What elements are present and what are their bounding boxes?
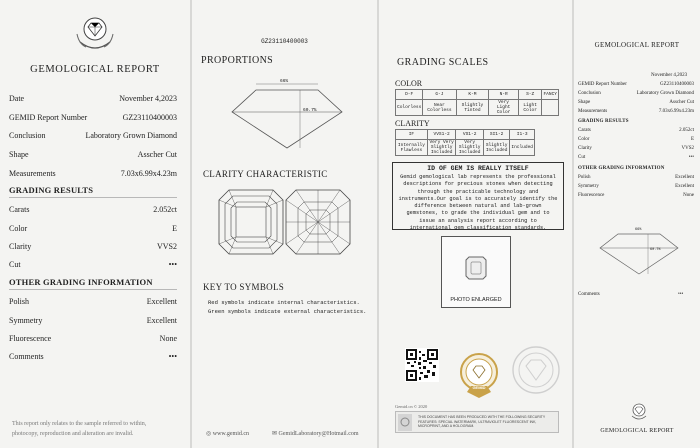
summary-carats-label: Carats: [578, 128, 591, 133]
mission-statement-title: ID OF GEM IS REALLY ITSELF: [427, 165, 529, 172]
summary-polish-row: [578, 175, 694, 184]
fluorescence-label: Fluorescence: [9, 334, 52, 343]
summary-date: November 4,2023: [651, 73, 688, 78]
clarity-row: [9, 242, 177, 256]
clarity-grade: SI1-2: [483, 130, 509, 140]
date-row: [9, 94, 177, 108]
summary-logo-icon: [630, 402, 648, 422]
key-to-symbols-heading: KEY TO SYMBOLS: [203, 282, 285, 292]
divider: [9, 197, 177, 198]
color-desc: Near Colorless: [423, 100, 456, 116]
color-grade: N-R: [489, 90, 518, 100]
fluorescence-value: None: [159, 334, 177, 343]
globe-icon: ◎: [206, 431, 213, 437]
color-desc: Light Color: [518, 100, 542, 116]
disclaimer-line-2: photocopy, reproduction and alteration are invalid.: [12, 431, 134, 437]
conclusion-value: Laboratory Grown Diamond: [85, 131, 177, 140]
qr-code-icon[interactable]: [405, 348, 439, 382]
measurements-row: [9, 169, 177, 183]
summary-cut-value: •••: [688, 155, 694, 160]
clarity-desc: Very Slightly Included: [456, 140, 484, 156]
comments-value: •••: [168, 352, 177, 361]
date-label: Date: [9, 94, 25, 103]
summary-table-percentage: 66%: [635, 228, 642, 232]
summary-depth-percentage: 60.7%: [650, 248, 661, 252]
summary-polish-value: Excellent: [675, 175, 694, 180]
summary-color-row: [578, 137, 694, 146]
website-text: www.gemid.cn: [212, 431, 250, 437]
summary-fluorescence-row: [578, 193, 694, 202]
clarity-scale-table: [395, 129, 535, 156]
clarity-value: VVS2: [156, 242, 177, 251]
polish-row: [9, 297, 177, 311]
table-percentage: 66%: [280, 79, 289, 84]
proportions-heading: PROPORTIONS: [201, 55, 274, 66]
cut-row: [9, 260, 177, 274]
summary-conclusion-label: Conclusion: [578, 91, 601, 96]
shape-label: Shape: [9, 150, 29, 159]
mission-statement-box: [392, 162, 564, 230]
summary-symmetry-row: [578, 184, 694, 193]
report-number-header: GZ23110400003: [261, 38, 308, 45]
report-number-label: GEMID Report Number: [9, 113, 88, 122]
color-label: Color: [9, 224, 28, 233]
grading-results-heading: GRADING RESULTS: [9, 185, 94, 195]
mission-statement-text: Gemid gemological lab represents the professional descriptions for precious stones when detecting through the practicable technology and instruments.Our goal is to accurately identify the difference between natural and lab-grown gemstones, to grade the individual gem and to issue an analysis report according to international gem classification standards.: [398, 174, 558, 232]
summary-symmetry-value: Excellent: [675, 184, 694, 189]
measurements-label: Measurements: [9, 169, 56, 178]
color-desc: [542, 100, 559, 116]
color-grade: D-F: [396, 90, 423, 100]
summary-measurements-label: Measurements: [578, 109, 608, 114]
copyright: Gemid.cn © 2020: [395, 404, 428, 409]
measurements-value: 7.03x6.99x4.23m: [120, 169, 177, 178]
summary-measurements-row: [578, 109, 694, 118]
cut-label: Cut: [9, 260, 21, 269]
color-grade: K-M: [456, 90, 489, 100]
summary-symmetry-label: Symmetry: [578, 184, 599, 189]
comments-row: [9, 352, 177, 366]
asscher-pavilion-plot: [284, 188, 352, 256]
color-grade: FANCY: [542, 90, 559, 100]
summary-other-heading: OTHER GRADING INFORMATION: [578, 166, 665, 171]
color-grade: S-Z: [518, 90, 542, 100]
comments-label: Comments: [9, 352, 44, 361]
photo-frame: [441, 236, 511, 308]
email-link[interactable]: [272, 430, 359, 437]
summary-report-row: [578, 82, 694, 91]
clarity-grade: VS1-2: [456, 130, 484, 140]
summary-color-value: E: [690, 137, 694, 142]
summary-cut-label: Cut: [578, 155, 586, 160]
color-desc: Slightly Tinted: [456, 100, 489, 116]
proportions-panel: [192, 0, 377, 448]
security-note: THIS DOCUMENT HAS BEEN PRODUCED WITH THE FOLLOWING SECURITY FEATURES: SPECIAL WATERMARK, ULTRAVIOLET FLUORESCENT INK, MICROPRINT, AND A HOLOGRAM.: [418, 415, 546, 429]
summary-proportion-diagram: [598, 228, 680, 276]
color-scale-heading: COLOR: [395, 79, 423, 88]
summary-panel: [574, 0, 700, 448]
gemid-logo-icon: [74, 14, 116, 54]
color-grade: G-J: [423, 90, 456, 100]
summary-carats-row: [578, 128, 694, 137]
seal-label: GEMID: [472, 385, 486, 390]
email-text: GemidLaboratory@Hotmail.com: [278, 431, 359, 437]
depth-percentage: 60.7%: [303, 108, 317, 113]
color-scale-table: [395, 89, 559, 116]
clarity-desc: Internally Flawless: [396, 140, 428, 156]
summary-clarity-value: VVS2: [681, 146, 694, 151]
summary-fluorescence-value: None: [683, 193, 694, 198]
clarity-label: Clarity: [9, 242, 32, 251]
summary-fluorescence-label: Fluorescence: [578, 193, 605, 198]
clarity-desc: Very Very Slightly Included: [427, 140, 456, 156]
color-desc: Colorless: [396, 100, 423, 116]
color-desc: Very Light Color: [489, 100, 518, 116]
summary-conclusion-value: Laboratory Grown Diamond: [636, 91, 694, 96]
summary-comments-value: •••: [678, 292, 684, 297]
report-panel: [0, 0, 190, 448]
website-link[interactable]: [206, 430, 249, 437]
carats-row: [9, 205, 177, 219]
symmetry-row: [9, 316, 177, 330]
clarity-desc: Slightly Included: [483, 140, 509, 156]
divider: [9, 289, 177, 290]
polish-value: Excellent: [146, 297, 177, 306]
grading-scales-panel: [379, 0, 572, 448]
summary-title: GEMOLOGICAL REPORT: [594, 41, 680, 49]
polish-label: Polish: [9, 297, 30, 306]
other-info-heading: OTHER GRADING INFORMATION: [9, 277, 153, 287]
conclusion-label: Conclusion: [9, 131, 46, 140]
color-row: [9, 224, 177, 238]
fluorescence-row: [9, 334, 177, 348]
summary-clarity-label: Clarity: [578, 146, 592, 151]
summary-cut-row: [578, 155, 694, 164]
clarity-grade: I1-3: [510, 130, 535, 140]
disclaimer-line-1: This report only relates to the sample referred to within,: [12, 421, 147, 427]
summary-color-label: Color: [578, 137, 590, 142]
color-value: E: [172, 224, 177, 233]
shape-value: Asscher Cut: [137, 150, 177, 159]
summary-shape-row: [578, 100, 694, 109]
gemid-seal-icon: [459, 350, 499, 402]
report-title: GEMOLOGICAL REPORT: [30, 64, 160, 75]
date-value: November 4,2023: [119, 94, 177, 103]
mail-icon: ✉: [272, 431, 279, 437]
summary-shape-value: Asscher Cut: [669, 100, 694, 105]
summary-footer-title: GEMOLOGICAL REPORT: [600, 428, 674, 434]
clarity-grade: VVS1-2: [427, 130, 456, 140]
photo-caption: PHOTO ENLARGED: [450, 297, 502, 303]
clarity-scale-heading: CLARITY: [395, 119, 430, 128]
summary-conclusion-row: [578, 91, 694, 100]
summary-polish-label: Polish: [578, 175, 591, 180]
key-green-note: Green symbols indicate external characteristics.: [208, 308, 367, 315]
report-number-row: [9, 113, 177, 127]
summary-measurements-value: 7.03x6.99x4.23m: [658, 109, 694, 114]
security-strip: [395, 411, 559, 433]
conclusion-row: [9, 131, 177, 145]
summary-report-label: GEMID Report Number: [578, 82, 627, 87]
clarity-desc: Included: [510, 140, 535, 156]
gemid-watermark-icon: [501, 344, 571, 396]
report-number-value: GZ23110400003: [122, 113, 177, 122]
clarity-grade: IF: [396, 130, 428, 140]
clarity-characteristic-heading: CLARITY CHARACTERISTIC: [203, 169, 328, 179]
diamond-photo: [464, 255, 488, 281]
carats-label: Carats: [9, 205, 30, 214]
shape-row: [9, 150, 177, 164]
cut-value: •••: [168, 260, 177, 269]
summary-clarity-row: [578, 146, 694, 155]
summary-grading-heading: GRADING RESULTS: [578, 119, 629, 124]
symmetry-label: Symmetry: [9, 316, 43, 325]
summary-report-value: GZ23110400003: [660, 82, 694, 87]
summary-carats-value: 2.052ct: [679, 128, 694, 133]
key-red-note: Red symbols indicate internal characteristics.: [208, 299, 360, 306]
proportion-diagram: [228, 78, 346, 152]
carats-value: 2.052ct: [153, 205, 177, 214]
summary-shape-label: Shape: [578, 100, 591, 105]
hologram-icon: [398, 414, 412, 431]
summary-comments-label: Comments: [578, 292, 600, 297]
grading-scales-heading: GRADING SCALES: [397, 57, 489, 68]
symmetry-value: Excellent: [146, 316, 177, 325]
asscher-crown-plot: [217, 188, 285, 256]
